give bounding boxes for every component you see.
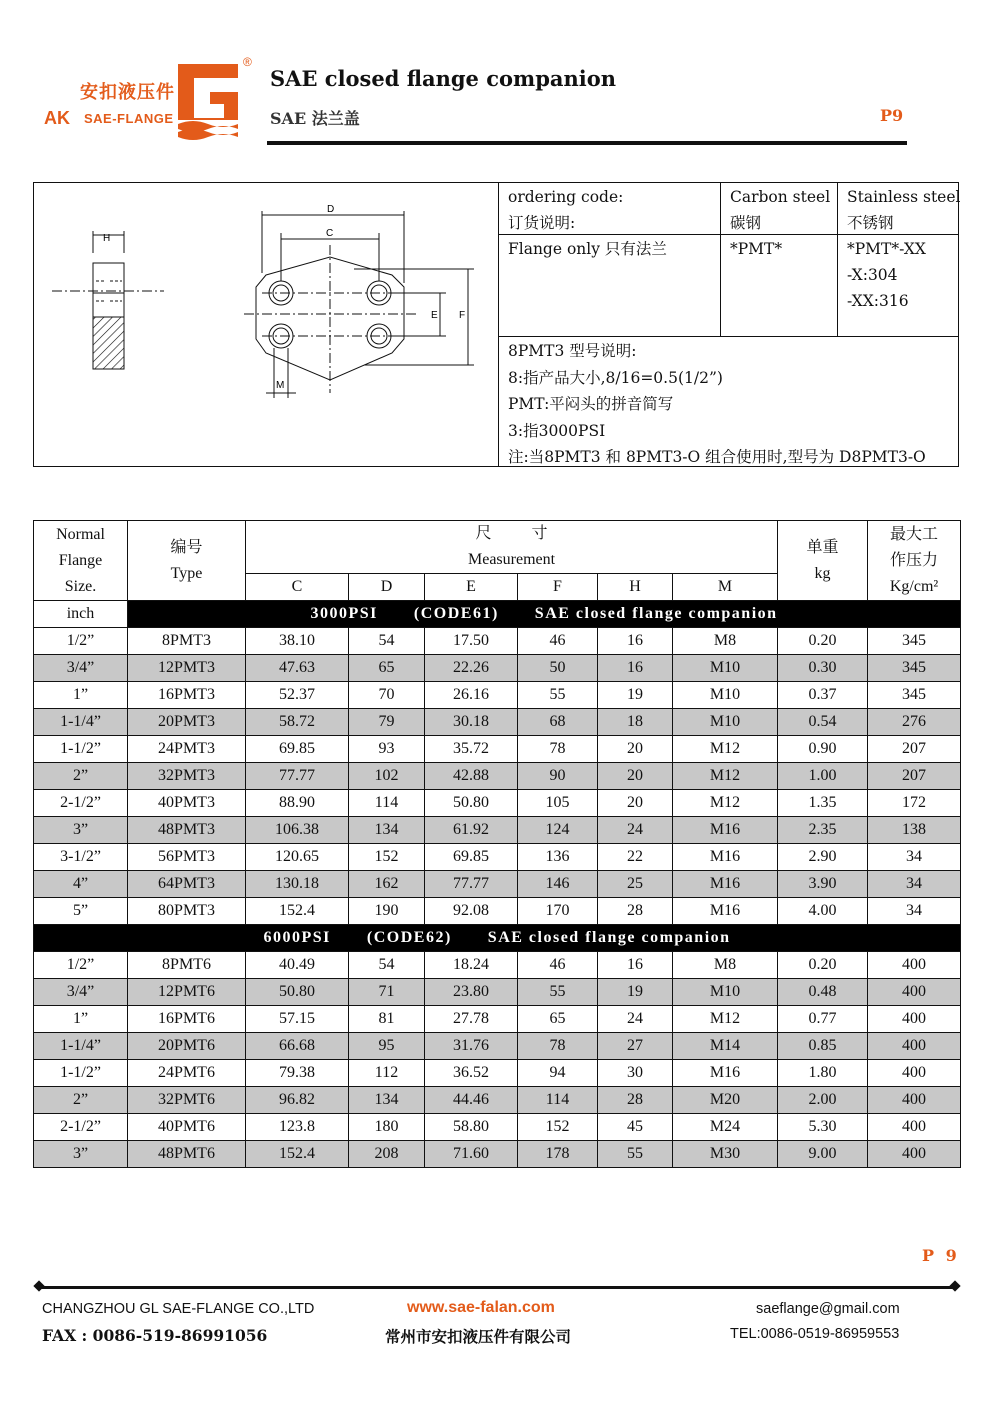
table-cell: 93 bbox=[349, 736, 425, 763]
carbon-steel-header: Carbon steel 碳钢 bbox=[730, 188, 831, 232]
table-cell: 3-1/2” bbox=[34, 844, 128, 871]
table-cell: 18 bbox=[598, 709, 673, 736]
table-cell: 0.30 bbox=[778, 655, 868, 682]
table-cell: 208 bbox=[349, 1141, 425, 1168]
table-cell: 134 bbox=[349, 817, 425, 844]
table-cell: 8PMT3 bbox=[128, 628, 246, 655]
table-cell: 400 bbox=[868, 952, 961, 979]
table-row bbox=[34, 709, 961, 736]
table-cell: 114 bbox=[518, 1087, 598, 1114]
footer-diamond-right bbox=[949, 1280, 960, 1291]
table-cell: 65 bbox=[518, 1006, 598, 1033]
table-cell: 78 bbox=[518, 1033, 598, 1060]
company-name-cn: 常州市安扣液压件有限公司 bbox=[385, 1328, 572, 1346]
table-cell: M12 bbox=[673, 790, 778, 817]
footer-rule bbox=[40, 1286, 955, 1289]
table-cell: 32PMT6 bbox=[128, 1087, 246, 1114]
table-cell: 4” bbox=[34, 871, 128, 898]
table-cell: 152 bbox=[349, 844, 425, 871]
col-e: E bbox=[425, 574, 518, 601]
table-cell: 34 bbox=[868, 898, 961, 925]
rows-6000psi bbox=[34, 952, 961, 1168]
table-cell: 400 bbox=[868, 979, 961, 1006]
table-row bbox=[34, 979, 961, 1006]
brand-logo-icon bbox=[176, 62, 242, 140]
table-cell: 3/4” bbox=[34, 655, 128, 682]
header-type: 编号 Type bbox=[128, 521, 246, 601]
table-cell: 36.52 bbox=[425, 1060, 518, 1087]
table-cell: 2” bbox=[34, 763, 128, 790]
table-cell: 90 bbox=[518, 763, 598, 790]
table-cell: 61.92 bbox=[425, 817, 518, 844]
table-cell: 40.49 bbox=[246, 952, 349, 979]
table-row bbox=[34, 1060, 961, 1087]
table-cell: 52.37 bbox=[246, 682, 349, 709]
table-cell: 345 bbox=[868, 682, 961, 709]
table-cell: 130.18 bbox=[246, 871, 349, 898]
table-cell: M10 bbox=[673, 655, 778, 682]
table-cell: M16 bbox=[673, 1060, 778, 1087]
table-cell: 5” bbox=[34, 898, 128, 925]
table-cell: 22 bbox=[598, 844, 673, 871]
label-e: E bbox=[431, 310, 438, 321]
table-cell: 34 bbox=[868, 844, 961, 871]
table-cell: 0.77 bbox=[778, 1006, 868, 1033]
logo-ak: AK bbox=[44, 108, 70, 128]
table-cell: M12 bbox=[673, 736, 778, 763]
table-row bbox=[34, 844, 961, 871]
col-f: F bbox=[518, 574, 598, 601]
table-cell: 24PMT6 bbox=[128, 1060, 246, 1087]
table-row bbox=[34, 871, 961, 898]
col-c: C bbox=[246, 574, 349, 601]
table-cell: 88.90 bbox=[246, 790, 349, 817]
table-cell: 152.4 bbox=[246, 898, 349, 925]
tel-number: TEL:0086-0519-86959553 bbox=[730, 1326, 900, 1342]
table-cell: 26.16 bbox=[425, 682, 518, 709]
table-cell: 38.10 bbox=[246, 628, 349, 655]
table-cell: 114 bbox=[349, 790, 425, 817]
table-cell: 112 bbox=[349, 1060, 425, 1087]
table-cell: 24 bbox=[598, 1006, 673, 1033]
flange-drawing bbox=[34, 183, 498, 466]
table-cell: 2.00 bbox=[778, 1087, 868, 1114]
table-cell: 96.82 bbox=[246, 1087, 349, 1114]
table-cell: 58.72 bbox=[246, 709, 349, 736]
table-cell: 22.26 bbox=[425, 655, 518, 682]
table-cell: 32PMT3 bbox=[128, 763, 246, 790]
table-cell: 1” bbox=[34, 682, 128, 709]
table-cell: 152 bbox=[518, 1114, 598, 1141]
table-cell: 8PMT6 bbox=[128, 952, 246, 979]
table-row bbox=[34, 1114, 961, 1141]
table-cell: 2-1/2” bbox=[34, 1114, 128, 1141]
table-cell: 55 bbox=[598, 1141, 673, 1168]
table-cell: M20 bbox=[673, 1087, 778, 1114]
col-m: M bbox=[673, 574, 778, 601]
table-cell: 190 bbox=[349, 898, 425, 925]
table-cell: 80PMT3 bbox=[128, 898, 246, 925]
model-notes bbox=[508, 338, 926, 471]
table-cell: 64PMT3 bbox=[128, 871, 246, 898]
table-row bbox=[34, 736, 961, 763]
table-cell: 40PMT3 bbox=[128, 790, 246, 817]
table-cell: 400 bbox=[868, 1033, 961, 1060]
table-cell: 12PMT3 bbox=[128, 655, 246, 682]
header-measurement: 尺 寸 Measurement bbox=[246, 521, 778, 574]
website-link[interactable]: www.sae-falan.com bbox=[407, 1299, 555, 1316]
band-6000-label: 6000PSI (CODE62) SAE closed flange companion bbox=[34, 925, 961, 952]
divider bbox=[498, 336, 959, 337]
table-cell: 2” bbox=[34, 1087, 128, 1114]
table-cell: 20 bbox=[598, 790, 673, 817]
table-cell: M10 bbox=[673, 682, 778, 709]
table-cell: 0.20 bbox=[778, 952, 868, 979]
table-cell: 68 bbox=[518, 709, 598, 736]
header-size: Normal Flange Size. bbox=[34, 521, 128, 601]
note-line: 3:指3000PSI bbox=[508, 421, 606, 440]
table-cell: 1/2” bbox=[34, 952, 128, 979]
table-cell: 20 bbox=[598, 763, 673, 790]
table-cell: 276 bbox=[868, 709, 961, 736]
table-cell: 19 bbox=[598, 682, 673, 709]
table-cell: 50.80 bbox=[246, 979, 349, 1006]
table-cell: 2.35 bbox=[778, 817, 868, 844]
table-row bbox=[34, 628, 961, 655]
table-cell: 19 bbox=[598, 979, 673, 1006]
table-cell: 79 bbox=[349, 709, 425, 736]
table-cell: 40PMT6 bbox=[128, 1114, 246, 1141]
table-cell: 1-1/2” bbox=[34, 1060, 128, 1087]
table-cell: 400 bbox=[868, 1060, 961, 1087]
table-cell: 46 bbox=[518, 952, 598, 979]
table-cell: 136 bbox=[518, 844, 598, 871]
table-row bbox=[34, 952, 961, 979]
table-cell: 17.50 bbox=[425, 628, 518, 655]
table-cell: M16 bbox=[673, 817, 778, 844]
col-h: H bbox=[598, 574, 673, 601]
table-cell: 50 bbox=[518, 655, 598, 682]
carbon-code: *PMT* bbox=[730, 240, 783, 258]
table-cell: 16 bbox=[598, 655, 673, 682]
table-cell: 48PMT3 bbox=[128, 817, 246, 844]
table-cell: 27 bbox=[598, 1033, 673, 1060]
table-cell: 400 bbox=[868, 1141, 961, 1168]
company-name: CHANGZHOU GL SAE-FLANGE CO.,LTD bbox=[42, 1301, 315, 1317]
table-cell: 54 bbox=[349, 952, 425, 979]
registered-mark: ® bbox=[243, 55, 252, 69]
table-cell: 28 bbox=[598, 898, 673, 925]
table-cell: 16 bbox=[598, 628, 673, 655]
table-cell: 79.38 bbox=[246, 1060, 349, 1087]
table-cell: 180 bbox=[349, 1114, 425, 1141]
note-line: 8:指产品大小,8/16=0.5(1/2”) bbox=[508, 368, 723, 387]
table-cell: 1.35 bbox=[778, 790, 868, 817]
table-cell: 172 bbox=[868, 790, 961, 817]
table-cell: 1.80 bbox=[778, 1060, 868, 1087]
table-cell: M24 bbox=[673, 1114, 778, 1141]
table-cell: 123.8 bbox=[246, 1114, 349, 1141]
table-cell: 16 bbox=[598, 952, 673, 979]
table-cell: 4.00 bbox=[778, 898, 868, 925]
table-cell: 3” bbox=[34, 817, 128, 844]
table-cell: 400 bbox=[868, 1114, 961, 1141]
table-row bbox=[34, 1006, 961, 1033]
table-cell: 207 bbox=[868, 763, 961, 790]
footer-diamond-left bbox=[33, 1280, 44, 1291]
table-cell: 124 bbox=[518, 817, 598, 844]
table-cell: 55 bbox=[518, 682, 598, 709]
table-cell: 18.24 bbox=[425, 952, 518, 979]
table-cell: 3/4” bbox=[34, 979, 128, 1006]
table-cell: 65 bbox=[349, 655, 425, 682]
header-weight: 单重 kg bbox=[778, 521, 868, 601]
table-row bbox=[34, 790, 961, 817]
col-d: D bbox=[349, 574, 425, 601]
table-cell: 20 bbox=[598, 736, 673, 763]
table-cell: 71.60 bbox=[425, 1141, 518, 1168]
band-6000psi bbox=[34, 925, 961, 952]
ordering-code-label: ordering code: 订货说明: bbox=[508, 188, 624, 232]
label-f: F bbox=[459, 310, 466, 321]
note-line: 注:当8PMT3 和 8PMT3-O 组合使用时,型号为 D8PMT3-O bbox=[508, 448, 926, 466]
table-cell: M12 bbox=[673, 763, 778, 790]
table-cell: 45 bbox=[598, 1114, 673, 1141]
table-cell: 102 bbox=[349, 763, 425, 790]
table-row bbox=[34, 763, 961, 790]
table-cell: 27.78 bbox=[425, 1006, 518, 1033]
table-row bbox=[34, 655, 961, 682]
table-cell: 47.63 bbox=[246, 655, 349, 682]
band-3000-label: 3000PSI (CODE61) SAE closed flange companion bbox=[128, 601, 961, 628]
table-cell: 71 bbox=[349, 979, 425, 1006]
table-cell: 55 bbox=[518, 979, 598, 1006]
table-cell: 3” bbox=[34, 1141, 128, 1168]
table-cell: 400 bbox=[868, 1006, 961, 1033]
table-cell: M10 bbox=[673, 709, 778, 736]
table-cell: 1/2” bbox=[34, 628, 128, 655]
table-cell: 345 bbox=[868, 628, 961, 655]
table-cell: 16PMT6 bbox=[128, 1006, 246, 1033]
table-cell: 30 bbox=[598, 1060, 673, 1087]
table-cell: 24 bbox=[598, 817, 673, 844]
table-row bbox=[34, 1087, 961, 1114]
table-cell: 78 bbox=[518, 736, 598, 763]
table-cell: 106.38 bbox=[246, 817, 349, 844]
logo-english-name: SAE-FLANGE bbox=[84, 111, 174, 126]
table-cell: 400 bbox=[868, 1087, 961, 1114]
table-cell: 95 bbox=[349, 1033, 425, 1060]
table-cell: 46 bbox=[518, 628, 598, 655]
table-cell: 58.80 bbox=[425, 1114, 518, 1141]
table-cell: 5.30 bbox=[778, 1114, 868, 1141]
table-cell: 146 bbox=[518, 871, 598, 898]
table-cell: 42.88 bbox=[425, 763, 518, 790]
table-cell: M8 bbox=[673, 952, 778, 979]
table-cell: 2.90 bbox=[778, 844, 868, 871]
note-line: PMT:平闷头的拼音简写 bbox=[508, 395, 674, 413]
table-cell: 77.77 bbox=[246, 763, 349, 790]
table-cell: 2-1/2” bbox=[34, 790, 128, 817]
table-cell: M16 bbox=[673, 844, 778, 871]
table-cell: 24PMT3 bbox=[128, 736, 246, 763]
page-number-top: P9 bbox=[880, 106, 904, 125]
stainless-codes: *PMT*-XX -X:304 -XX:316 bbox=[847, 240, 926, 310]
table-cell: M16 bbox=[673, 871, 778, 898]
table-cell: 1-1/4” bbox=[34, 709, 128, 736]
label-m: M bbox=[276, 380, 285, 391]
flange-only-label: Flange only 只有法兰 bbox=[508, 240, 667, 258]
table-cell: 178 bbox=[518, 1141, 598, 1168]
divider bbox=[837, 183, 838, 336]
page-title: SAE closed flange companion bbox=[270, 66, 617, 91]
table-cell: 54 bbox=[349, 628, 425, 655]
page-number-bottom: P 9 bbox=[922, 1246, 960, 1265]
table-cell: 57.15 bbox=[246, 1006, 349, 1033]
table-cell: 69.85 bbox=[425, 844, 518, 871]
label-d: D bbox=[327, 204, 335, 215]
table-cell: 81 bbox=[349, 1006, 425, 1033]
fax-number: FAX : 0086-519-86991056 bbox=[42, 1326, 268, 1345]
table-cell: 105 bbox=[518, 790, 598, 817]
table-cell: 1.00 bbox=[778, 763, 868, 790]
table-cell: 3.90 bbox=[778, 871, 868, 898]
table-cell: 1” bbox=[34, 1006, 128, 1033]
table-cell: 0.85 bbox=[778, 1033, 868, 1060]
table-cell: 34 bbox=[868, 871, 961, 898]
label-h: H bbox=[103, 233, 111, 244]
table-cell: 152.4 bbox=[246, 1141, 349, 1168]
header-pressure: 最大工 作压力 Kg/cm² bbox=[868, 521, 961, 601]
table-cell: M8 bbox=[673, 628, 778, 655]
table-cell: 56PMT3 bbox=[128, 844, 246, 871]
table-cell: 1-1/4” bbox=[34, 1033, 128, 1060]
table-cell: 0.90 bbox=[778, 736, 868, 763]
table-cell: 16PMT3 bbox=[128, 682, 246, 709]
spec-table bbox=[33, 520, 961, 1168]
table-cell: 1-1/2” bbox=[34, 736, 128, 763]
table-cell: 345 bbox=[868, 655, 961, 682]
table-cell: 0.48 bbox=[778, 979, 868, 1006]
table-cell: 9.00 bbox=[778, 1141, 868, 1168]
table-cell: M30 bbox=[673, 1141, 778, 1168]
table-row bbox=[34, 898, 961, 925]
table-row bbox=[34, 817, 961, 844]
table-cell: 12PMT6 bbox=[128, 979, 246, 1006]
table-cell: 44.46 bbox=[425, 1087, 518, 1114]
table-cell: 0.54 bbox=[778, 709, 868, 736]
table-cell: 92.08 bbox=[425, 898, 518, 925]
table-cell: 77.77 bbox=[425, 871, 518, 898]
front-view bbox=[244, 211, 474, 398]
table-cell: 25 bbox=[598, 871, 673, 898]
table-cell: 207 bbox=[868, 736, 961, 763]
table-cell: 120.65 bbox=[246, 844, 349, 871]
table-cell: 0.20 bbox=[778, 628, 868, 655]
band-3000psi bbox=[34, 601, 961, 628]
table-cell: 94 bbox=[518, 1060, 598, 1087]
rows-3000psi bbox=[34, 628, 961, 925]
table-cell: 162 bbox=[349, 871, 425, 898]
table-cell: 20PMT3 bbox=[128, 709, 246, 736]
table-cell: 20PMT6 bbox=[128, 1033, 246, 1060]
table-cell: 23.80 bbox=[425, 979, 518, 1006]
table-cell: 170 bbox=[518, 898, 598, 925]
table-cell: M10 bbox=[673, 979, 778, 1006]
page-subtitle: SAE 法兰盖 bbox=[270, 109, 360, 128]
note-line: 8PMT3 型号说明: bbox=[508, 342, 637, 360]
table-cell: M12 bbox=[673, 1006, 778, 1033]
logo-chinese-name: 安扣液压件 bbox=[80, 82, 175, 103]
divider bbox=[720, 183, 721, 336]
table-row bbox=[34, 1033, 961, 1060]
table-row bbox=[34, 1141, 961, 1168]
inch-label: inch bbox=[34, 601, 128, 628]
table-cell: 138 bbox=[868, 817, 961, 844]
table-row bbox=[34, 682, 961, 709]
header-rule bbox=[267, 141, 907, 145]
table-cell: 31.76 bbox=[425, 1033, 518, 1060]
label-c: C bbox=[326, 228, 334, 239]
table-cell: 0.37 bbox=[778, 682, 868, 709]
table-cell: 66.68 bbox=[246, 1033, 349, 1060]
table-cell: 35.72 bbox=[425, 736, 518, 763]
table-cell: 134 bbox=[349, 1087, 425, 1114]
side-view bbox=[52, 231, 164, 369]
table-cell: 30.18 bbox=[425, 709, 518, 736]
table-cell: M16 bbox=[673, 898, 778, 925]
table-cell: 50.80 bbox=[425, 790, 518, 817]
divider bbox=[498, 183, 499, 466]
table-cell: 28 bbox=[598, 1087, 673, 1114]
table-cell: M14 bbox=[673, 1033, 778, 1060]
table-cell: 70 bbox=[349, 682, 425, 709]
stainless-steel-header: Stainless steel 不锈钢 bbox=[847, 188, 961, 232]
email-link[interactable]: saeflange@gmail.com bbox=[756, 1301, 900, 1317]
table-cell: 69.85 bbox=[246, 736, 349, 763]
table-cell: 48PMT6 bbox=[128, 1141, 246, 1168]
